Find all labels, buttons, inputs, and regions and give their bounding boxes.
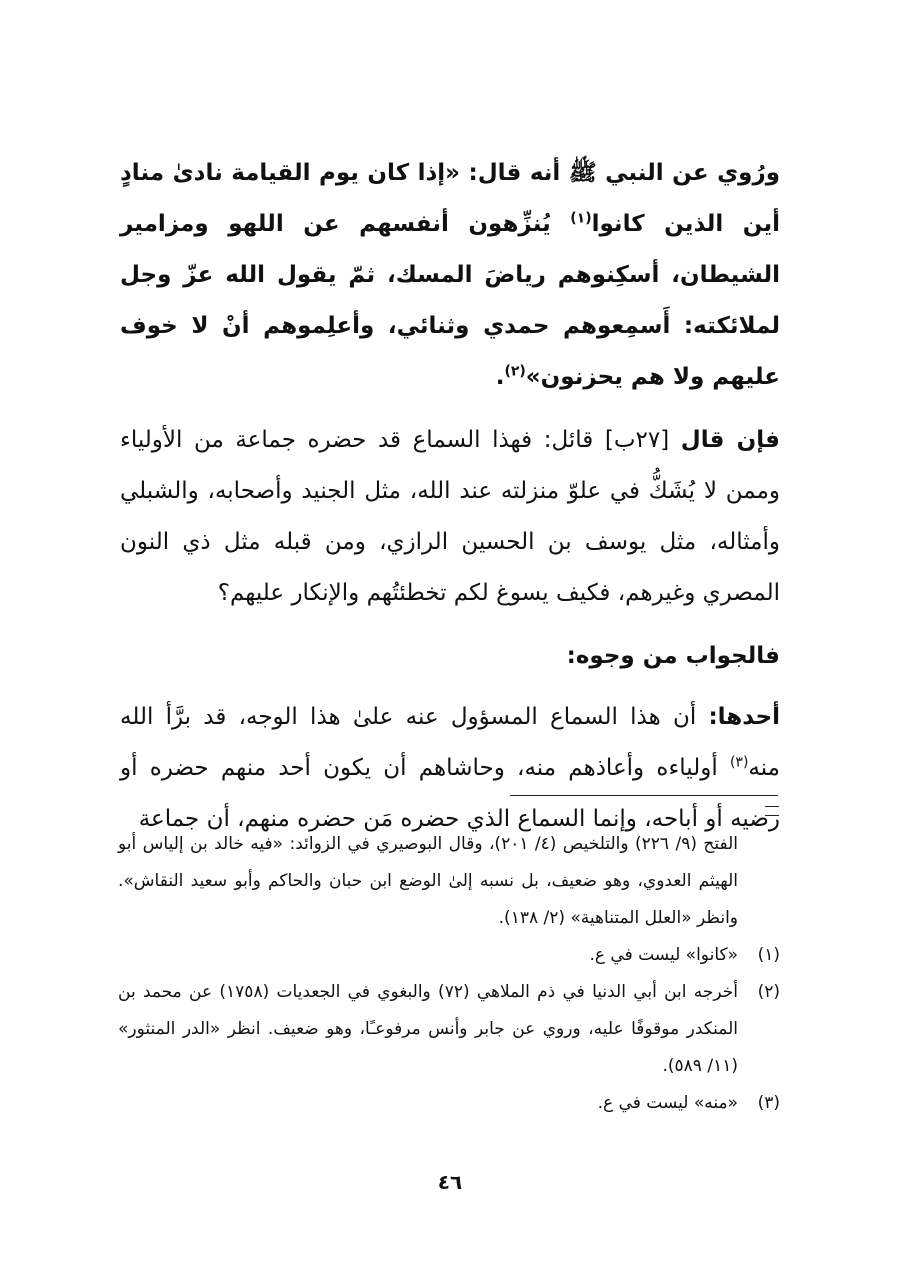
footnotes: [118, 826, 780, 1122]
first-point-text-part1: أن هذا السماع المسؤول عنه علىٰ هذا الوجه، قد برَّأ الله منه: [120, 704, 780, 781]
footnote-text: «كانوا» ليست في ع.: [589, 945, 738, 965]
footnote-text: أخرجه ابن أبي الدنيا في ذم الملاهي (٧٢) والبغوي في الجعديات (١٧٥٨) عن محمد بن المنكدر موقوفًا عليه، وروي عن جابر وأنس مرفوعـًا، وهو ضعيف. انظر «الدر المنثور» (١١/ ٥٨٩).: [118, 982, 739, 1076]
footnote-item: [118, 937, 780, 974]
footnote-item: [118, 974, 780, 1085]
footnote-separator: [510, 795, 778, 796]
footnote-ref-2: (٢): [504, 363, 526, 380]
objection-lead: فإن قال: [680, 427, 780, 453]
hadith-end: .: [495, 364, 505, 390]
first-point-paragraph: [120, 692, 780, 845]
footnote-number: (١): [757, 945, 780, 965]
hadith-text-part1: ورُوي عن النبي ﷺ أنه قال: «إذا كان يوم القيامة نادىٰ منادٍ أين الذين كانوا: [120, 160, 780, 237]
first-point-text-part2: أولياءه وأعاذهم منه، وحاشاهم أن يكون أحد منهم حضره أو رضيه أو أباحه، وإنما السماع الذي حضره مَن حضره منهم، أن جماعة: [120, 755, 780, 832]
continuation-mark: [765, 806, 779, 816]
objection-text: [٢٧ب] قائل: فهذا السماع قد حضره جماعة من الأولياء وممن لا يُشَكُّ في علوّ منزلته عند الله، مثل الجنيد وأصحابه، والشبلي وأمثاله، مثل يوسف بن الحسين الرازي، ومن قبله مثل ذي النون المصري وغيرهم، فكيف يسوغ لكم تخطئتُهم والإنكار عليهم؟: [120, 427, 780, 606]
footnote-item: [118, 1085, 780, 1122]
first-point-lead: أحدها:: [708, 704, 780, 730]
answer-heading: فالجواب من وجوه:: [566, 643, 780, 669]
footnote-text: «منه» ليست في ع.: [597, 1093, 738, 1113]
footnote-number: (٣): [757, 1093, 780, 1113]
footnote-ref-3: (٣): [729, 754, 749, 771]
hadith-paragraph: [120, 148, 780, 403]
main-text: [120, 148, 780, 857]
footnote-ref-1: (١): [570, 210, 592, 227]
page-number: ٤٦: [437, 1170, 463, 1194]
hadith-text-part2: يُنزِّهون أنفسهم عن اللهو ومزامير الشيطان، أسكِنوهم رياضَ المسك، ثمّ يقول الله عزّ وجل لملائكته: أَسمِعوهم حمدي وثنائي، وأعلِموهم أنْ لا خوف عليهم ولا هم يحزنون»: [120, 211, 780, 390]
footnote-number: (٢): [757, 982, 780, 1002]
footnote-continuation: الفتح (٩/ ٢٢٦) والتلخيص (٤/ ٢٠١)، وقال البوصيري في الزوائد: «فيه خالد بن إلياس أبو الهيثم العدوي، وهو ضعيف، بل نسبه إلىٰ الوضع ابن حبان والحاكم وأبو سعيد النقاش». وانظر «العلل المتناهية» (٢/ ١٣٨).: [118, 834, 738, 928]
objection-paragraph: [120, 415, 780, 619]
